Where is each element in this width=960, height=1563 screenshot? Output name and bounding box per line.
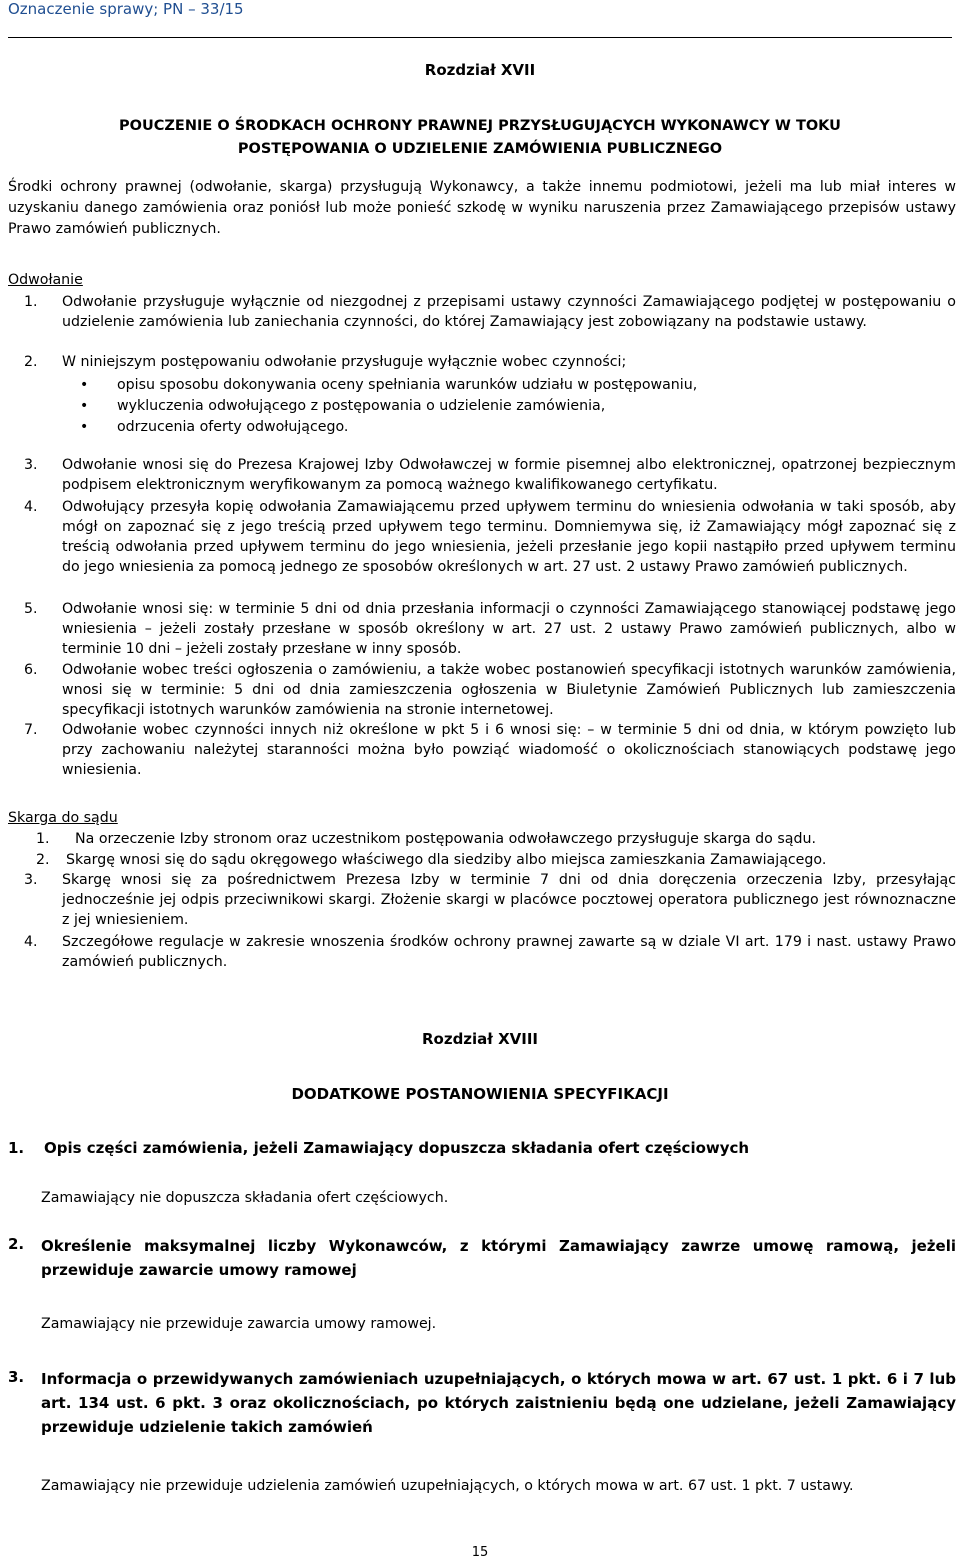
chapter-17-heading-line-1: POUCZENIE O ŚRODKACH OCHRONY PRAWNEJ PRZYSŁUGUJĄCYCH WYKONAWCY W TOKU — [119, 118, 841, 134]
complaint-item-4-text: Szczegółowe regulacje w zakresie wnoszenia środków ochrony prawnej zawarte są w dziale VI art. 179 i nast. ustawy Prawo zamówień publicznych. — [62, 934, 956, 970]
header-divider — [8, 37, 952, 38]
appeal-item-3-text: Odwołanie wnosi się do Prezesa Krajowej Izby Odwoławczej w formie pisemnej albo elektronicznej, opatrzonej bezpiecznym podpisem elektronicznym weryfikowanym za pomocą ważnego kwalifikowanego certyfikatu. — [62, 457, 956, 493]
appeal-item-4-number: 4. — [24, 499, 38, 515]
section-1-heading: Opis części zamówienia, jeżeli Zamawiający dopuszcza składania ofert częściowych — [44, 1139, 750, 1157]
appeal-item-1-number: 1. — [24, 294, 38, 310]
complaint-heading: Skarga do sądu — [8, 810, 118, 826]
complaint-item-1-text: Na orzeczenie Izby stronom oraz uczestnikom postępowania odwoławczego przysługuje skarga do sądu. — [75, 831, 816, 847]
chapter-17-intro: Środki ochrony prawnej (odwołanie, skarga) przysługują Wykonawcy, a także innemu podmiotowi, jeżeli ma lub miał interes w uzyskaniu danego zamówienia oraz poniósł lub może ponieść szkodę w wyniku naruszenia przez Zamawiającego przepisów ustawy Prawo zamówień publicznych. — [8, 179, 956, 237]
appeal-item-5-number: 5. — [24, 601, 38, 617]
complaint-item-2-number: 2. — [36, 852, 50, 868]
bullet-2-marker: • — [80, 398, 89, 414]
appeal-item-1-text — [62, 292, 956, 332]
appeal-item-2-number: 2. — [24, 354, 38, 370]
appeal-item-5-text: Odwołanie wnosi się: w terminie 5 dni od dnia przesłania informacji o czynności Zamawiającego stanowiącej podstawę jego wniesienia – jeżeli zostały przesłane w sposób określony w art. 27 ust. 2 ustawy Prawo zamówień publicznych, albo w terminie 10 dni – jeżeli zostały przesłane w inny sposób. — [62, 601, 956, 657]
appeal-item-6-text: Odwołanie wobec treści ogłoszenia o zamówieniu, a także wobec postanowień specyfikacji istotnych warunków zamówienia, wnosi się w terminie: 5 dni od dnia zamieszczenia ogłoszenia w Biuletynie Zamówień Publicznych lub zamieszczenia specyfikacji istotnych warunków zamówienia na stronie internetowej. — [62, 662, 956, 718]
bullet-3-marker: • — [80, 419, 89, 435]
section-3-number: 3. — [8, 1368, 25, 1386]
appeal-item-2-text: W niniejszym postępowaniu odwołanie przysługuje wyłącznie wobec czynności; — [62, 354, 627, 370]
appeal-item-3-number: 3. — [24, 457, 38, 473]
section-2-body: Zamawiający nie przewiduje zawarcia umowy ramowej. — [41, 1316, 437, 1332]
complaint-item-1-number: 1. — [36, 831, 50, 847]
chapter-18-heading: DODATKOWE POSTANOWIENIA SPECYFIKACJI — [291, 1085, 669, 1103]
complaint-item-3-text: Skargę wnosi się za pośrednictwem Prezesa Izby w terminie 7 dni od dnia doręczenia orzeczenia Izby, przesyłając jednocześnie jej odpis przeciwnikowi skargi. Złożenie skargi w placówce pocztowej operatora publicznego jest równoznaczne z jej wniesieniem. — [62, 872, 956, 928]
section-2-heading: Określenie maksymalnej liczby Wykonawców, z którymi Zamawiający zawrze umowę ramową, jeżeli przewiduje zawarcie umowy ramowej — [41, 1237, 956, 1279]
complaint-item-3-number: 3. — [24, 872, 38, 888]
bullet-2-text: wykluczenia odwołującego z postępowania o udzielenie zamówienia, — [117, 398, 606, 414]
chapter-18-title: Rozdział XVIII — [421, 1030, 539, 1048]
section-3-body: Zamawiający nie przewiduje udzielenia zamówień uzupełniających, o których mowa w art. 67 ust. 1 pkt. 7 ustawy. — [41, 1478, 854, 1494]
bullet-1-marker: • — [80, 377, 89, 393]
appeal-item-7-text: Odwołanie wobec czynności innych niż określone w pkt 5 i 6 wnosi się: – w terminie 5 dni od dnia, w którym powzięto lub przy zachowaniu należytej staranności można było powziąć wiadomość o okolicznościach stanowiących podstawę jego wniesienia. — [62, 722, 956, 778]
bullet-3-text: odrzucenia oferty odwołującego. — [117, 419, 349, 435]
appeal-item-1-content: Odwołanie przysługuje wyłącznie od niezgodnej z przepisami ustawy czynności Zamawiającego podjętej w postępowaniu o udzielenie zamówienia lub zaniechania czynności, do której Zamawiający jest zobowiązany na podstawie ustawy. — [62, 294, 956, 330]
complaint-item-4-number: 4. — [24, 934, 38, 950]
bullet-1-text: opisu sposobu dokonywania oceny spełniania warunków udziału w postępowaniu, — [117, 377, 698, 393]
appeal-item-7-number: 7. — [24, 722, 38, 738]
section-1-number: 1. — [8, 1139, 25, 1157]
section-3-heading: Informacja o przewidywanych zamówieniach uzupełniających, o których mowa w art. 67 ust. 1 pkt. 6 i 7 lub art. 134 ust. 6 pkt. 3 oraz okolicznościach, po których zaistnieniu będą one udzielane, jeżeli Zamawiający przewiduje udzielenie takich zamówień — [41, 1370, 956, 1436]
complaint-item-2-text: Skargę wnosi się do sądu okręgowego właściwego dla siedziby albo miejsca zamieszkania Zamawiającego. — [66, 852, 827, 868]
section-1-body: Zamawiający nie dopuszcza składania ofert częściowych. — [41, 1190, 449, 1206]
appeal-heading: Odwołanie — [8, 272, 83, 288]
chapter-17-title: Rozdział XVII — [424, 61, 536, 79]
chapter-17-heading-line-2: POSTĘPOWANIA O UDZIELENIE ZAMÓWIENIA PUBLICZNEGO — [237, 141, 723, 157]
page-number: 15 — [471, 1545, 489, 1560]
appeal-item-4-text: Odwołujący przesyła kopię odwołania Zamawiającemu przed upływem terminu do wniesienia odwołania w taki sposób, aby mógł on zapoznać się z jego treścią przed upływem tego terminu. Domniemywa się, iż Zamawiający mógł zapoznać się z treścią odwołania przed upływem terminu do jego wniesienia, jeżeli przesłanie jego kopii nastąpiło przed upływem terminu do jego wniesienia za pomocą jednego ze sposobów określonych w art. 27 ust. 2 ustawy Prawo zamówień publicznych. — [62, 499, 956, 575]
section-2-number: 2. — [8, 1235, 25, 1253]
appeal-item-6-number: 6. — [24, 662, 38, 678]
case-reference: Oznaczenie sprawy; PN – 33/15 — [8, 0, 244, 18]
